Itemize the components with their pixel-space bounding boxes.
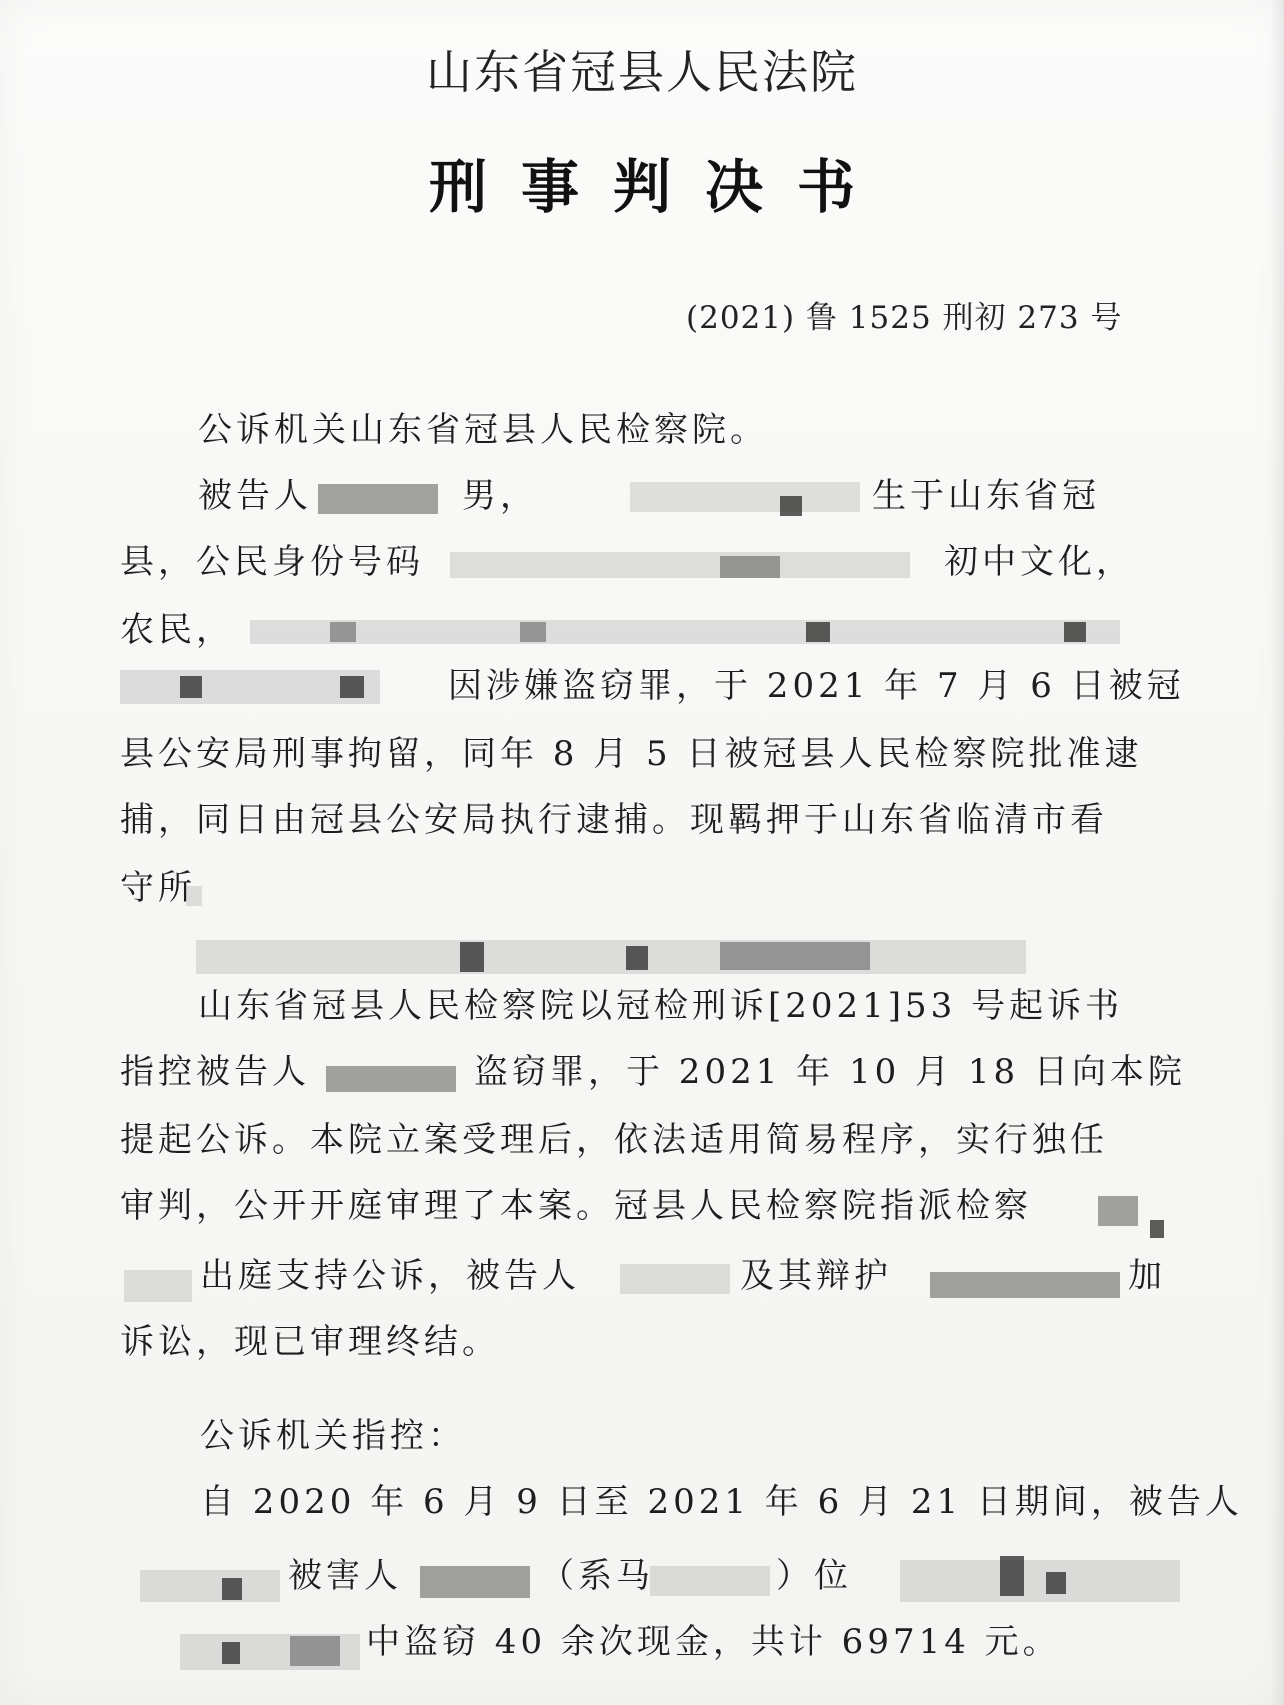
redaction-block <box>196 940 1026 974</box>
redaction-block <box>180 676 202 698</box>
redaction-block <box>930 1272 1120 1298</box>
redaction-block <box>1150 1220 1164 1238</box>
indictment-line-2: 盗窃罪，于 2021 年 10 月 18 日向本院 <box>474 1052 1186 1092</box>
detention-line-1: 因涉嫌盗窃罪，于 2021 年 7 月 6 日被冠 <box>448 666 1185 706</box>
indictment-defendant-label: 指控被告人 <box>120 1052 310 1092</box>
redaction-block <box>520 622 546 642</box>
redaction-block <box>340 676 364 698</box>
location-text: ）位 <box>776 1556 852 1596</box>
charges-line-3: 中盗窃 40 余次现金，共计 69714 元。 <box>366 1622 1061 1662</box>
education-text: 初中文化， <box>944 542 1134 582</box>
redaction-block <box>720 942 870 970</box>
indictment-line-4: 审判，公开开庭审理了本案。冠县人民检察院指派检察 <box>120 1186 1032 1226</box>
redaction-block <box>290 1636 340 1666</box>
redaction-block <box>140 1570 280 1602</box>
detention-line-3: 捕，同日由冠县公安局执行逮捕。现羁押于山东省临清市看 <box>120 800 1108 840</box>
redaction-block <box>326 1066 456 1092</box>
redaction-block <box>124 1270 192 1302</box>
id-label: 县，公民身份号码 <box>120 542 424 582</box>
redaction-block <box>1000 1556 1024 1596</box>
redaction-block <box>186 886 202 906</box>
victim-label: 被害人 <box>288 1556 402 1596</box>
redaction-block <box>222 1642 240 1664</box>
redaction-block <box>420 1566 530 1598</box>
redaction-block <box>1064 622 1086 642</box>
defendant-label: 被告人 <box>198 476 312 516</box>
document-title: 刑事判决书 <box>428 153 889 221</box>
birthplace-text: 生于山东省冠 <box>872 476 1100 516</box>
indictment-line-5: 出庭支持公诉，被告人 <box>200 1256 580 1296</box>
redaction-block <box>330 622 356 642</box>
redaction-block <box>900 1560 1180 1602</box>
redaction-block <box>780 496 802 516</box>
detention-line-4: 守所 <box>120 868 196 908</box>
case-number: (2021) 鲁 1525 刑初 273 号 <box>686 300 1123 336</box>
prosecutor-line: 公诉机关山东省冠县人民检察院。 <box>198 410 768 450</box>
defendant-gender: 男， <box>462 476 538 516</box>
redaction-block <box>450 552 910 578</box>
redaction-block <box>1046 1572 1066 1594</box>
redaction-block <box>806 622 830 642</box>
detention-line-2: 县公安局刑事拘留，同年 8 月 5 日被冠县人民检察院批准逮 <box>120 734 1143 774</box>
charges-heading: 公诉机关指控： <box>200 1416 466 1456</box>
redaction-block <box>318 484 438 514</box>
redaction-block <box>460 942 484 972</box>
charges-line-1: 自 2020 年 6 月 9 日至 2021 年 6 月 21 日期间，被告人 <box>200 1482 1243 1522</box>
redaction-block <box>1098 1196 1138 1226</box>
participate-text: 加 <box>1128 1256 1166 1296</box>
redaction-block <box>630 482 860 512</box>
redaction-block <box>250 620 1120 644</box>
victim-relation: （系马 <box>540 1556 654 1596</box>
indictment-line-1: 山东省冠县人民检察院以冠检刑诉[2021]53 号起诉书 <box>198 986 1124 1026</box>
redaction-block <box>620 1264 730 1294</box>
redaction-block <box>650 1566 770 1596</box>
occupation-text: 农民， <box>120 610 234 650</box>
redaction-block <box>222 1578 242 1600</box>
redaction-block <box>626 946 648 970</box>
page-edge-shadow <box>1270 0 1284 1705</box>
indictment-line-6: 诉讼，现已审理终结。 <box>120 1322 500 1362</box>
court-name: 山东省冠县人民法院 <box>426 45 858 99</box>
indictment-line-3: 提起公诉。本院立案受理后，依法适用简易程序，实行独任 <box>120 1120 1108 1160</box>
defender-text: 及其辩护 <box>740 1256 892 1296</box>
redaction-block <box>720 556 780 578</box>
